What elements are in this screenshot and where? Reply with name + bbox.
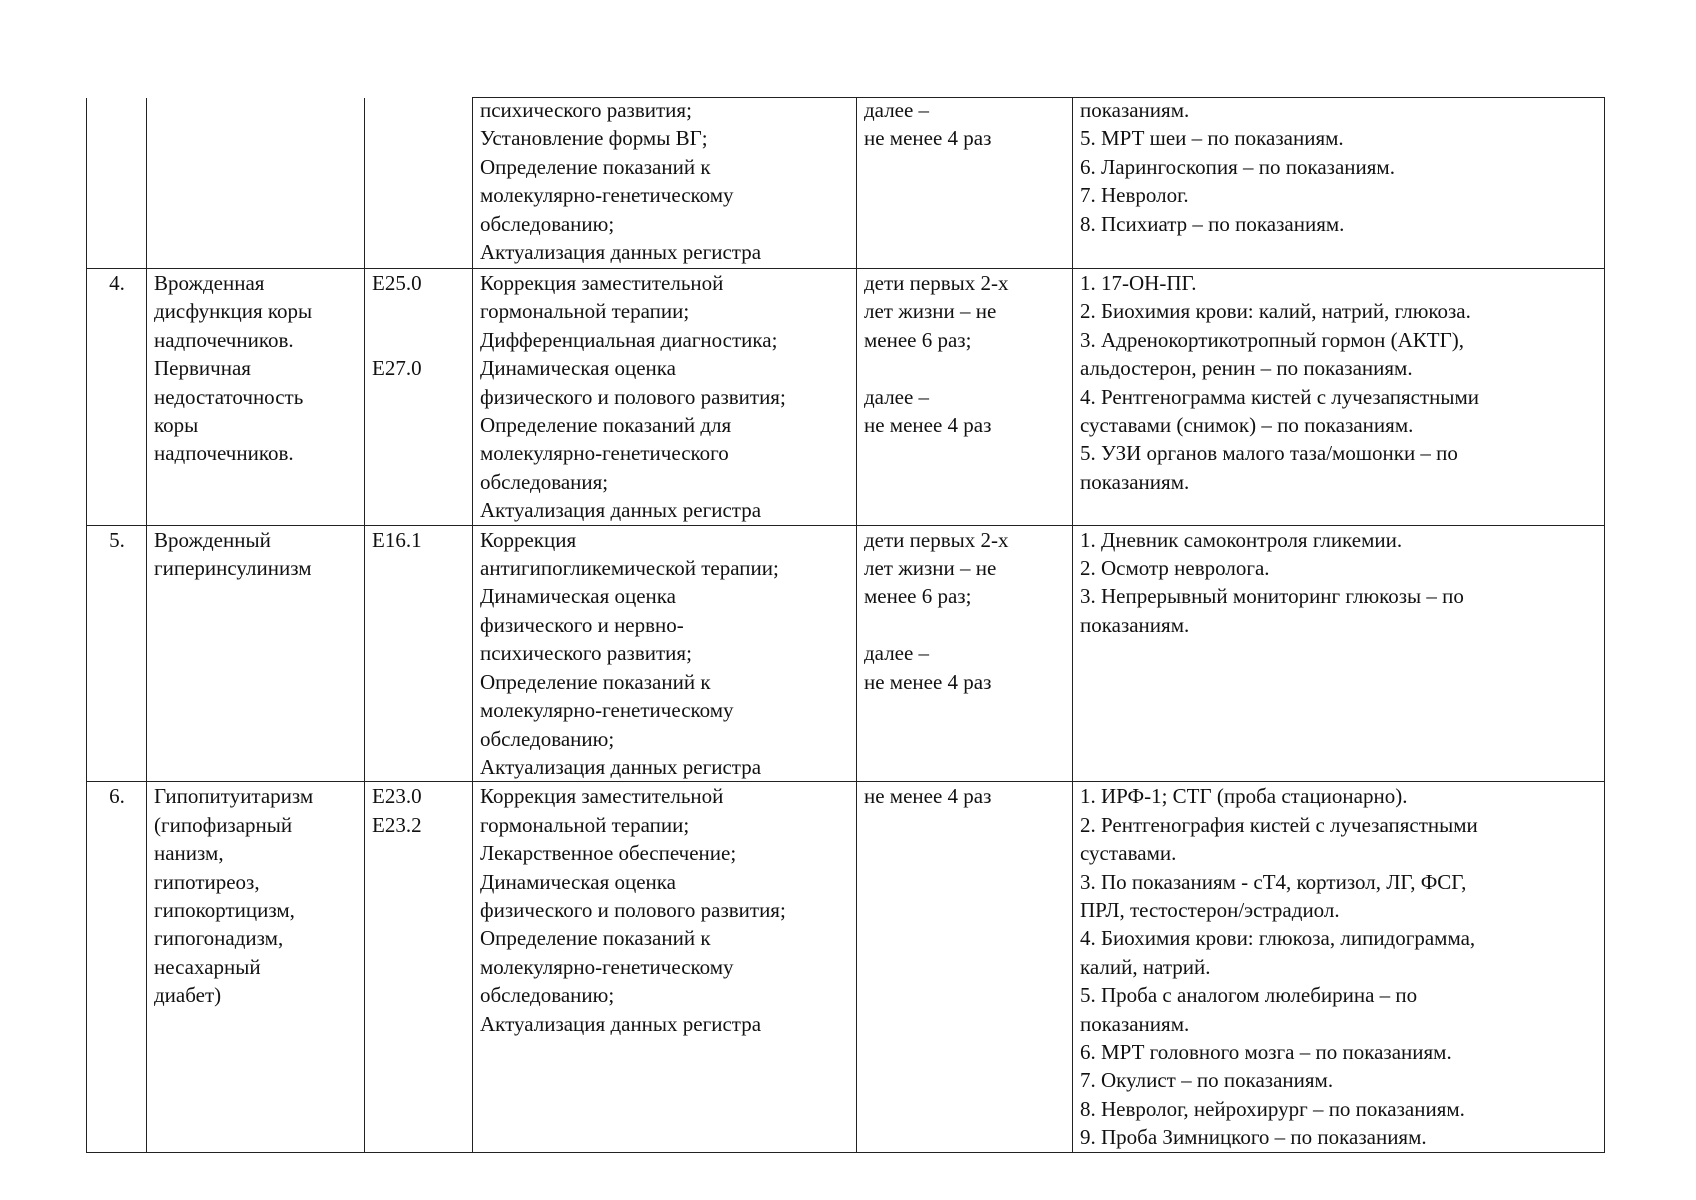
diagnosis-line: диабет)	[154, 983, 222, 1008]
row-number: 4.	[109, 271, 125, 295]
diagnosis-line: Первичная	[154, 356, 251, 381]
exam-line: 1. ИРФ-1; СТГ (проба стационарно).	[1080, 784, 1408, 809]
exam-line: суставами (снимок) – по показаниям.	[1080, 413, 1414, 438]
code-cell	[365, 525, 473, 782]
frequency-line: не менее 4 раз	[864, 784, 992, 809]
diagnosis-cell	[147, 98, 365, 269]
task-line: обследования;	[480, 469, 609, 494]
exam-line: 4. Рентгенограмма кистей с лучезапястными	[1080, 384, 1480, 409]
diagnosis-line: недостаточность	[154, 384, 304, 409]
spacer	[372, 326, 466, 354]
diagnosis-line: надпочечников.	[154, 327, 294, 352]
code-line: E25.0	[372, 271, 422, 295]
task-line: Определение показаний к	[480, 669, 711, 694]
frequency-cell	[857, 782, 1073, 1152]
exam-line: показаниям.	[1080, 612, 1190, 637]
task-line: обследованию;	[480, 983, 615, 1008]
tasks-cell	[473, 525, 857, 782]
diagnosis-line: гиперинсулинизм	[154, 556, 312, 581]
spacer	[864, 354, 1066, 382]
row-number-cell	[87, 98, 147, 269]
exam-line: 5. МРТ шеи – по показаниям.	[1080, 126, 1344, 151]
frequency-line: менее 6 раз;	[864, 584, 972, 609]
task-line: Определение показаний для	[480, 413, 732, 438]
frequency-cell	[857, 98, 1073, 269]
exam-line: показаниям.	[1080, 98, 1190, 122]
frequency-line: дети первых 2-х	[864, 527, 1009, 552]
frequency-line: не менее 4 раз	[864, 126, 992, 151]
exams-cell	[1073, 782, 1605, 1152]
diagnosis-line: Врожденная	[154, 271, 265, 295]
task-line: Коррекция заместительной	[480, 784, 724, 809]
frequency-line: далее –	[864, 641, 930, 666]
diagnosis-line: коры	[154, 413, 199, 438]
task-line: молекулярно-генетического	[480, 441, 729, 466]
row-number: 5.	[109, 527, 125, 552]
task-line: Динамическая оценка	[480, 356, 676, 381]
task-line: гормональной терапии;	[480, 299, 690, 324]
task-line: молекулярно-генетическому	[480, 183, 734, 208]
exam-line: 9. Проба Зимницкого – по показаниям.	[1080, 1125, 1427, 1150]
exams-cell	[1073, 98, 1605, 269]
row-number-cell	[87, 782, 147, 1152]
frequency-cell	[857, 269, 1073, 526]
diagnosis-cell	[147, 525, 365, 782]
tasks-cell	[473, 782, 857, 1152]
exams-cell	[1073, 525, 1605, 782]
task-line: физического и нервно-	[480, 612, 684, 637]
exam-line: суставами.	[1080, 841, 1177, 866]
task-line: Дифференциальная диагностика;	[480, 327, 778, 352]
task-line: Лекарственное обеспечение;	[480, 841, 737, 866]
exam-line: 3. Адренокортикотропный гормон (АКТГ),	[1080, 327, 1464, 352]
task-line: физического и полового развития;	[480, 384, 786, 409]
table-row	[87, 525, 1605, 782]
exam-line: 5. Проба с аналогом люлебирина – по	[1080, 983, 1418, 1008]
exam-line: 2. Осмотр невролога.	[1080, 556, 1270, 581]
exam-line: альдостерон, ренин – по показаниям.	[1080, 356, 1413, 381]
frequency-line: лет жизни – не	[864, 556, 997, 581]
table-row	[87, 98, 1605, 269]
task-line: психического развития;	[480, 641, 692, 666]
task-line: Коррекция заместительной	[480, 271, 724, 295]
task-line: физического и полового развития;	[480, 897, 786, 922]
diagnosis-line: гипокортицизм,	[154, 897, 295, 922]
diagnosis-line: гипотиреоз,	[154, 869, 260, 894]
exams-cell	[1073, 269, 1605, 526]
frequency-line: не менее 4 раз	[864, 413, 992, 438]
frequency-line: далее –	[864, 384, 930, 409]
diagnosis-cell	[147, 269, 365, 526]
spacer	[372, 297, 466, 325]
exam-line: 2. Рентгенография кистей с лучезапястными	[1080, 812, 1478, 837]
diagnosis-line: Врожденный	[154, 527, 271, 552]
diagnosis-line: несахарный	[154, 954, 261, 979]
exam-line: 6. Ларингоскопия – по показаниям.	[1080, 154, 1395, 179]
frequency-line: не менее 4 раз	[864, 669, 992, 694]
exam-line: 2. Биохимия крови: калий, натрий, глюкоза.	[1080, 299, 1471, 324]
row-number: 6.	[109, 784, 125, 809]
exam-line: калий, натрий.	[1080, 954, 1211, 979]
task-line: обследованию;	[480, 211, 615, 236]
diagnosis-line: гипогонадизм,	[154, 926, 284, 951]
exam-line: 3. Непрерывный мониторинг глюкозы – по	[1080, 584, 1464, 609]
monitoring-table	[86, 97, 1605, 1153]
task-line: Определение показаний к	[480, 926, 711, 951]
code-line: E23.0	[372, 784, 422, 809]
task-line: молекулярно-генетическому	[480, 698, 734, 723]
task-line: Актуализация данных регистра	[480, 498, 762, 523]
table-row	[87, 269, 1605, 526]
exam-line: 5. УЗИ органов малого таза/мошонки – по	[1080, 441, 1458, 466]
exam-line: 8. Психиатр – по показаниям.	[1080, 211, 1345, 236]
spacer	[864, 611, 1066, 639]
code-line: E16.1	[372, 527, 422, 552]
tasks-cell	[473, 269, 857, 526]
diagnosis-line: дисфункция коры	[154, 299, 313, 324]
diagnosis-line: Гипопитуитаризм	[154, 784, 314, 809]
task-line: Определение показаний к	[480, 154, 711, 179]
table-body	[87, 98, 1605, 1153]
task-line: Актуализация данных регистра	[480, 1011, 762, 1036]
exam-line: 3. По показаниям - сТ4, кортизол, ЛГ, ФСГ,	[1080, 869, 1467, 894]
code-cell	[365, 269, 473, 526]
diagnosis-line: надпочечников.	[154, 441, 294, 466]
exam-line: 1. Дневник самоконтроля гликемии.	[1080, 527, 1403, 552]
task-line: гормональной терапии;	[480, 812, 690, 837]
task-line: антигипогликемической терапии;	[480, 556, 779, 581]
task-line: Актуализация данных регистра	[480, 754, 762, 779]
exam-line: показаниям.	[1080, 469, 1190, 494]
task-line: молекулярно-генетическому	[480, 954, 734, 979]
task-line: Динамическая оценка	[480, 584, 676, 609]
task-line: Актуализация данных регистра	[480, 240, 762, 265]
diagnosis-cell	[147, 782, 365, 1152]
exam-line: 8. Невролог, нейрохирург – по показаниям.	[1080, 1096, 1465, 1121]
exam-line: ПРЛ, тестостерон/эстрадиол.	[1080, 897, 1340, 922]
row-number-cell	[87, 525, 147, 782]
task-line: обследованию;	[480, 726, 615, 751]
task-line: Коррекция	[480, 527, 577, 552]
exam-line: 6. МРТ головного мозга – по показаниям.	[1080, 1039, 1452, 1064]
frequency-cell	[857, 525, 1073, 782]
frequency-line: лет жизни – не	[864, 299, 997, 324]
task-line: Установление формы ВГ;	[480, 126, 708, 151]
code-line: E27.0	[372, 356, 422, 381]
diagnosis-line: нанизм,	[154, 841, 224, 866]
tasks-cell	[473, 98, 857, 269]
frequency-line: далее –	[864, 98, 930, 122]
exam-line: 7. Невролог.	[1080, 183, 1189, 208]
exam-line: показаниям.	[1080, 1011, 1190, 1036]
diagnosis-line: (гипофизарный	[154, 812, 293, 837]
code-line: E23.2	[372, 812, 422, 837]
exam-line: 1. 17-ОН-ПГ.	[1080, 271, 1197, 295]
code-cell	[365, 782, 473, 1152]
frequency-line: менее 6 раз;	[864, 327, 972, 352]
code-cell	[365, 98, 473, 269]
task-line: Динамическая оценка	[480, 869, 676, 894]
table-row	[87, 782, 1605, 1152]
task-line: психического развития;	[480, 98, 692, 122]
frequency-line: дети первых 2-х	[864, 271, 1009, 295]
row-number-cell	[87, 269, 147, 526]
exam-line: 7. Окулист – по показаниям.	[1080, 1068, 1334, 1093]
exam-line: 4. Биохимия крови: глюкоза, липидограмма,	[1080, 926, 1476, 951]
